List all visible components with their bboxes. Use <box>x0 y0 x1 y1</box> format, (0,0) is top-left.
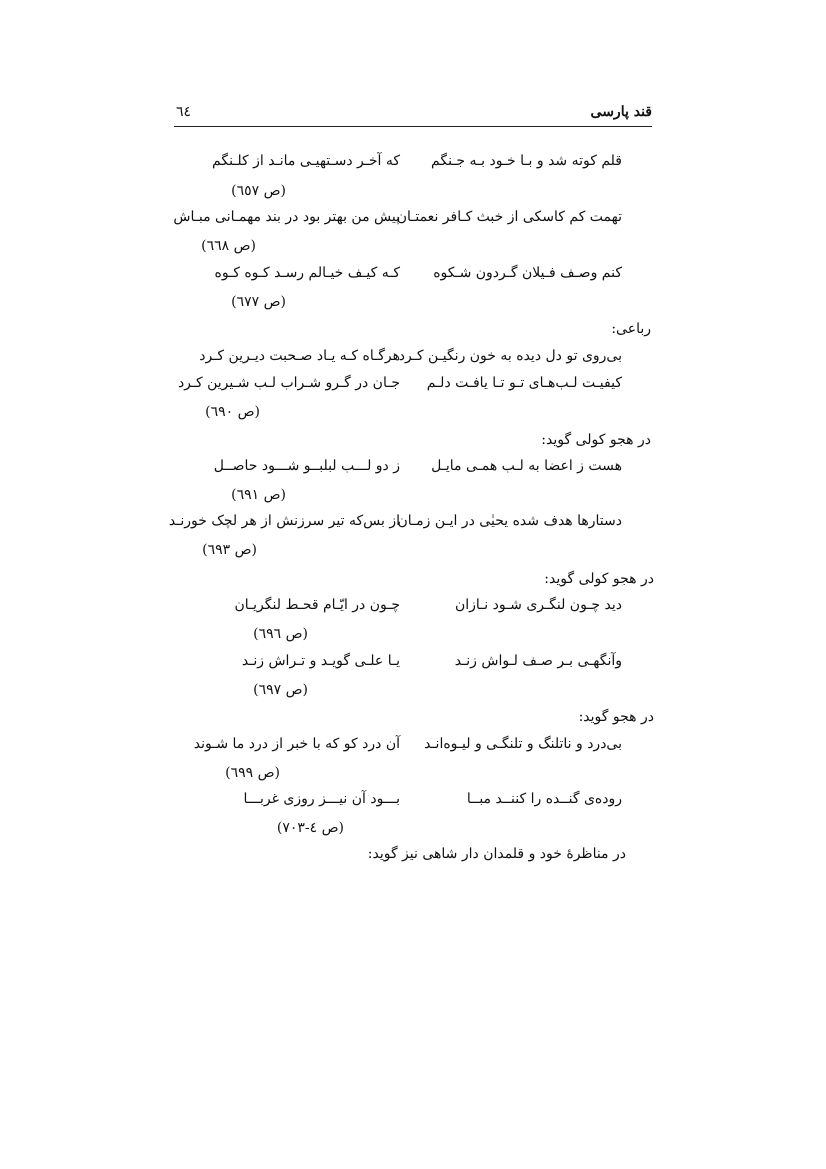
page-reference: (ص ٦٥٧) <box>231 183 286 199</box>
hemistich-1: دستارها هدف شده یحیٰی در ایـن زمـان <box>397 513 622 529</box>
page-reference: (ص ٦٩٧) <box>253 682 308 698</box>
hemistich-1: کیفیـت لـب‌هـای تـو تـا یافـت دلـم <box>426 375 622 391</box>
hemistich-2: هرگـاه کـه یـاد صـحبت دیـرین کـرد <box>199 348 400 364</box>
hemistich-1: وآنگهـی بـر صـف لـواش زنـد <box>454 653 622 669</box>
section-heading: در هجو گوید: <box>578 709 654 725</box>
page-reference: (ص ٦٩٣) <box>202 542 257 558</box>
page-number: ٦٤ <box>176 104 192 120</box>
hemistich-2: کـه کیـف خیـالم رسـد کـوه کـوه <box>214 265 400 281</box>
hemistich-2: یـا علـی گویـد و تـراش زنـد <box>241 653 400 669</box>
hemistich-2: آن درد کو که با خبر از درد ما شـوند <box>193 736 400 752</box>
hemistich-2: جـان در گـرو شـراب لـب شـیرین کـرد <box>177 375 400 391</box>
page-reference: (ص ٤-٧٠٣) <box>276 820 344 836</box>
hemistich-1: روده‌ی گنــده را کننــد مبــا <box>466 791 622 807</box>
hemistich-1: بی‌روی تو دل دیده به خون رنگیـن کـرد <box>398 348 622 364</box>
hemistich-1: بی‌درد و ناتلنگ و تلنگـی و لیـوه‌انـد <box>424 736 622 752</box>
page-reference: (ص ٦٩٠) <box>205 404 260 420</box>
running-header-title: قند پارسی <box>590 104 652 120</box>
hemistich-2: چـون در ایّـام قحـط لنگریـان <box>234 597 400 613</box>
hemistich-1: کنم وصـف فـیلان گـردون شـکوه <box>433 265 622 281</box>
section-heading: در مناظرهٔ خود و قلمدان دار شاهی نیز گوید: <box>367 846 626 862</box>
hemistich-2: که آخـر دسـتهیـی مانـد از کلـنگم <box>212 153 400 169</box>
section-heading: رباعی: <box>611 321 651 337</box>
page-reference: (ص ٦٩٦) <box>253 626 308 642</box>
section-heading: در هجو کولی گوید: <box>544 571 654 587</box>
hemistich-1: تهمت کم کاسکی از خبث کـافر نعمتـان <box>396 209 622 225</box>
header-rule <box>174 126 652 127</box>
hemistich-2: از بس‌که تیر سرزنش از هر لچک خورنـد <box>168 513 400 529</box>
hemistich-1: قلم کوته شد و بـا خـود بـه جـنگم <box>431 153 622 169</box>
hemistich-1: هست ز اعضا به لـب همـی مایـل <box>431 458 622 474</box>
hemistich-2: پیش من بهتر بود در بند مهمـانی مبـاش <box>173 209 400 225</box>
hemistich-1: دید چـون لنگـری شـود نـازان <box>454 597 622 613</box>
hemistich-2: ز دو لـــب لبلبــو شـــود حاصــل <box>213 458 400 474</box>
page-reference: (ص ٦٧٧) <box>231 294 286 310</box>
hemistich-2: بـــود آن نیـــز روزی غربـــا <box>243 791 400 807</box>
section-heading: در هجو کولی گوید: <box>541 432 651 448</box>
page-reference: (ص ٦٩٩) <box>225 765 280 781</box>
page-reference: (ص ٦٩١) <box>231 487 286 503</box>
page-reference: (ص ٦٦٨) <box>201 238 256 254</box>
